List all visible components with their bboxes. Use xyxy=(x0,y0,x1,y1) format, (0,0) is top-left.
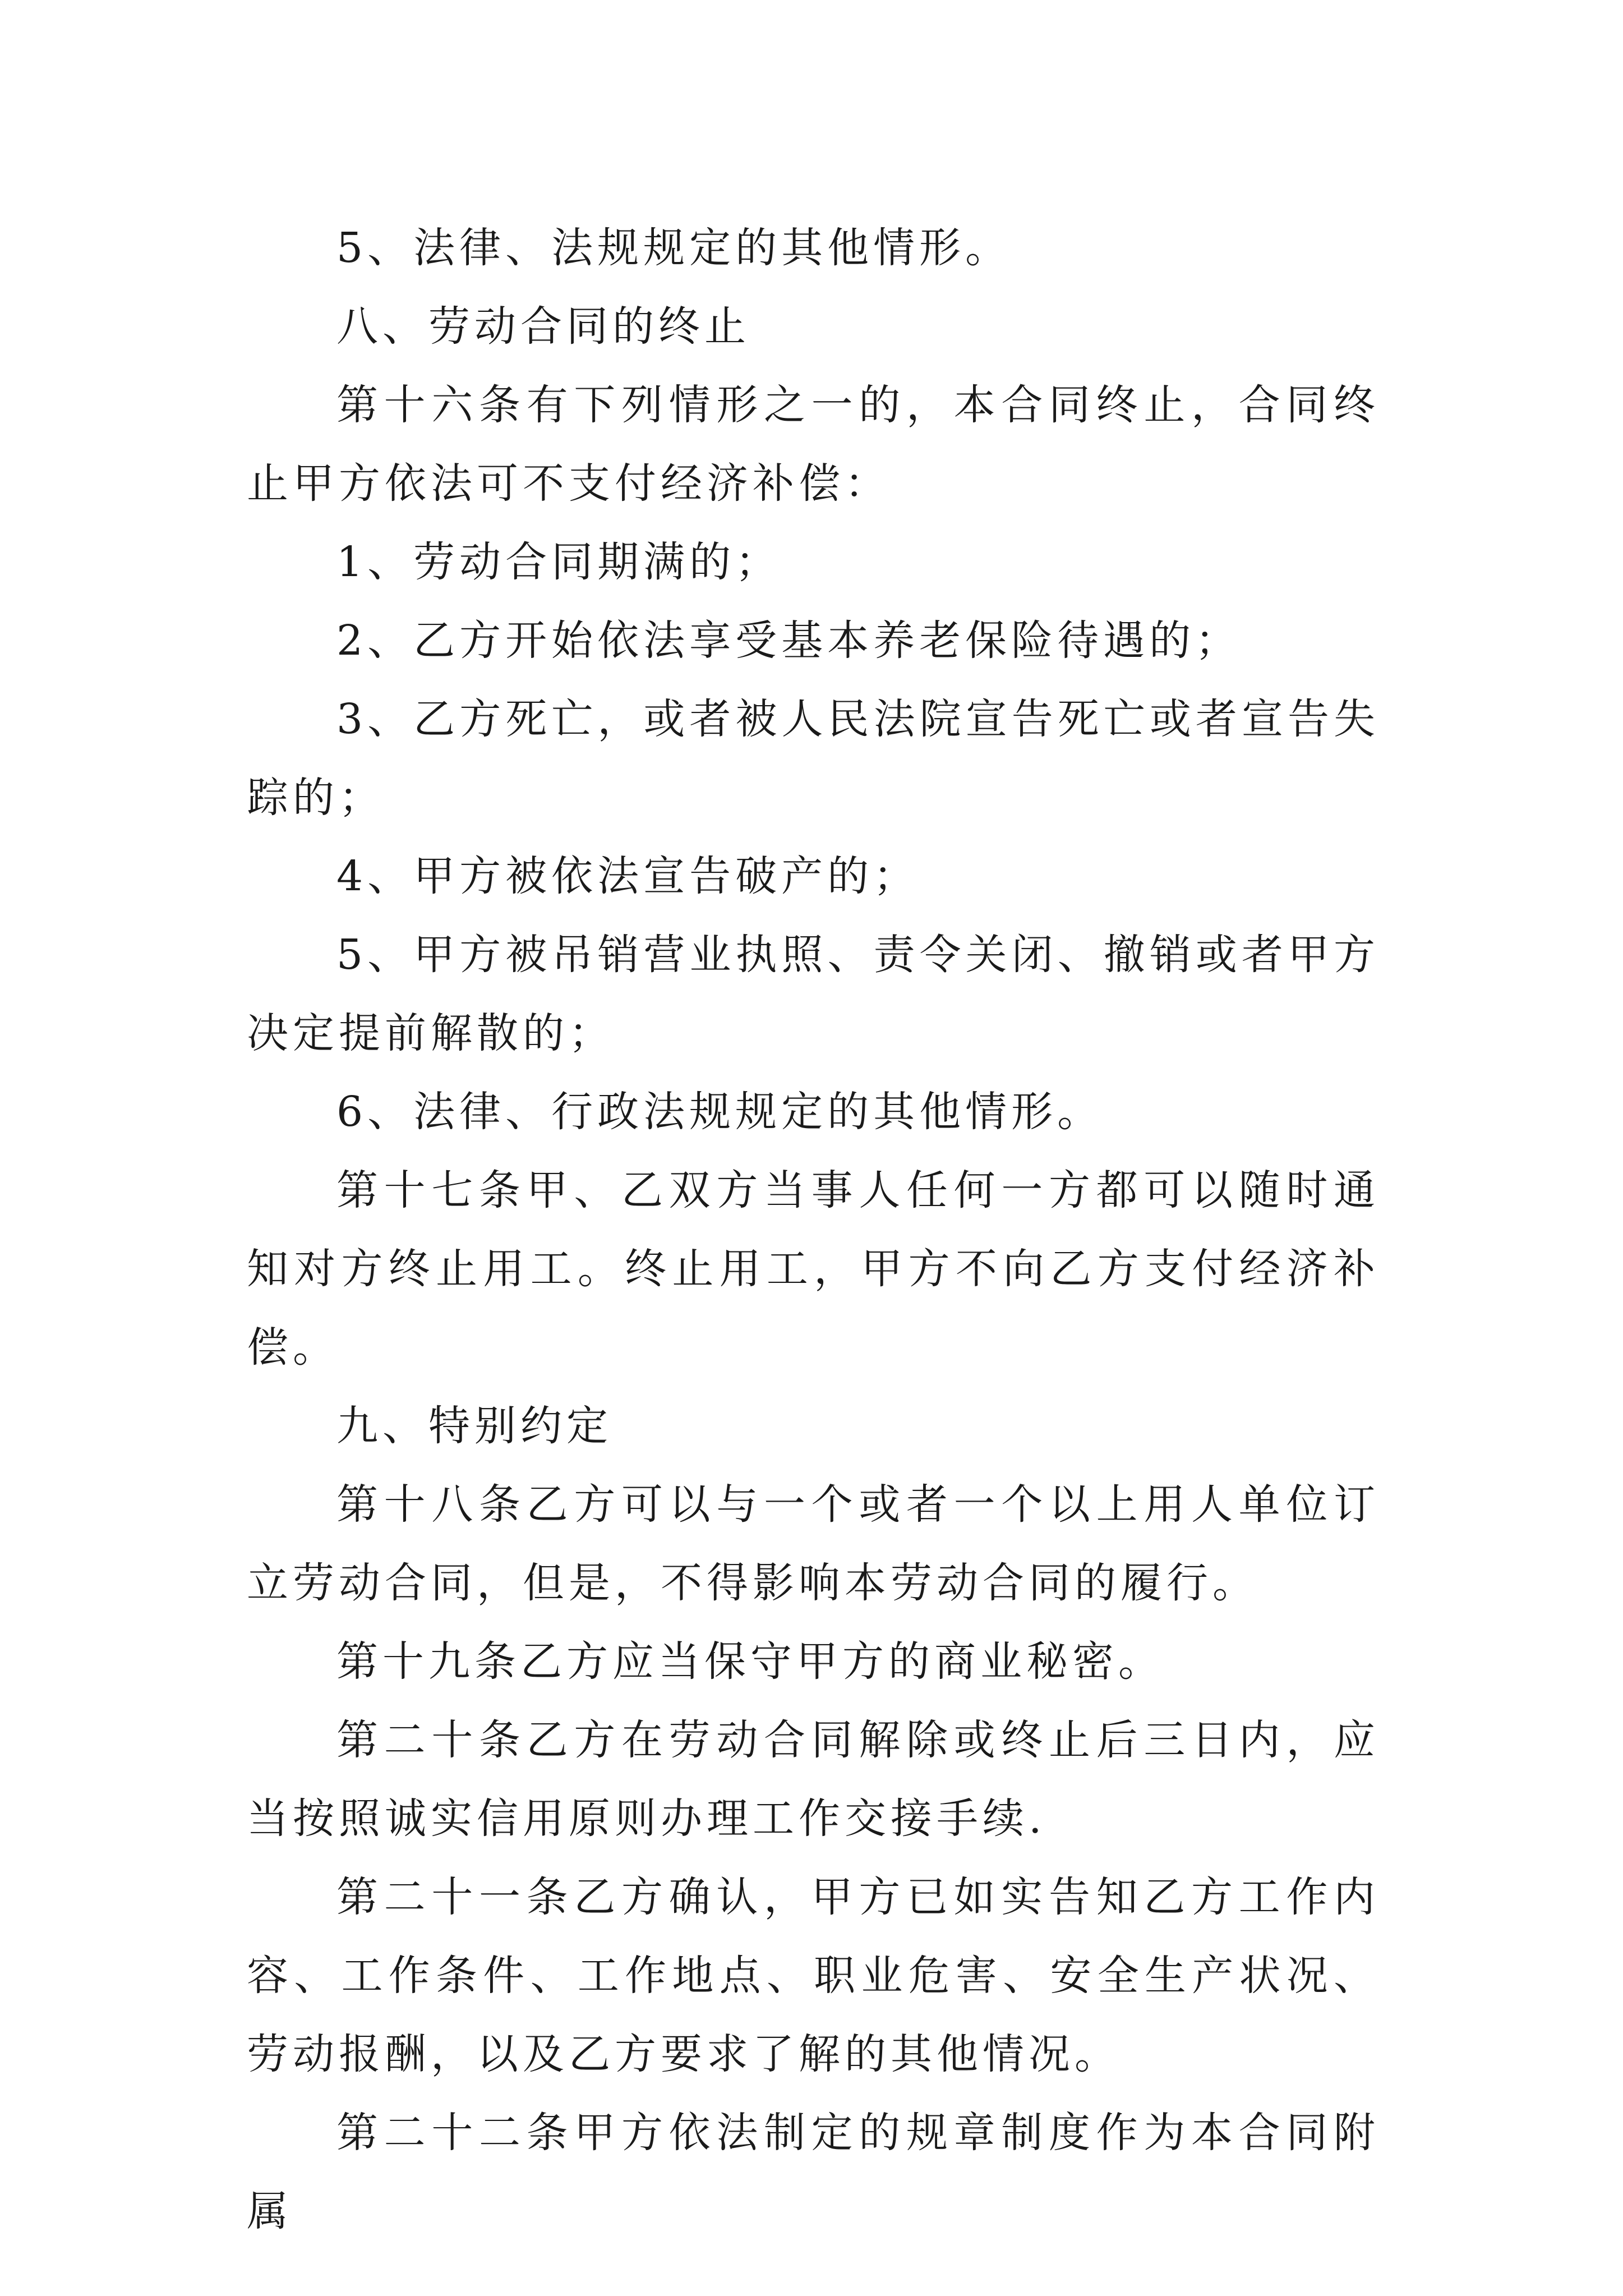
section-heading-special: 九、特别约定 xyxy=(336,1402,612,1450)
paragraph-article-17: 第十七条甲、乙双方当事人任何一方都可以随时通知对方终止用工。终止用工，甲方不向乙方支付经济补偿。 xyxy=(247,1166,1380,1372)
document-body xyxy=(247,209,1380,2251)
paragraph-article-22: 第二十二条甲方依法制定的规章制度作为本合同附属 xyxy=(247,2109,1380,2235)
paragraph-item-1: 1、劳动合同期满的； xyxy=(336,538,782,586)
paragraph-item-2: 2、乙方开始依法享受基本养老保险待遇的； xyxy=(336,616,1242,665)
paragraph-article-16: 第十六条有下列情形之一的，本合同终止，合同终止甲方依法可不支付经济补偿： xyxy=(247,381,1380,508)
paragraph-item-6: 6、法律、行政法规规定的其他情形。 xyxy=(336,1088,1104,1136)
paragraph-article-18: 第十八条乙方可以与一个或者一个以上用人单位订立劳动合同，但是，不得影响本劳动合同的履行。 xyxy=(247,1480,1380,1607)
paragraph-item-5: 5、甲方被吊销营业执照、责令关闭、撤销或者甲方决定提前解散的； xyxy=(247,931,1380,1057)
paragraph-item-3: 3、乙方死亡，或者被人民法院宣告死亡或者宣告失踪的； xyxy=(247,695,1380,822)
paragraph-article-20: 第二十条乙方在劳动合同解除或终止后三日内，应当按照诚实信用原则办理工作交接手续. xyxy=(247,1716,1380,1843)
paragraph-article-19: 第十九条乙方应当保守甲方的商业秘密。 xyxy=(336,1637,1164,1686)
paragraph-clause-5-other: 5、法律、法规规定的其他情形。 xyxy=(336,224,1012,272)
paragraph-item-4: 4、甲方被依法宣告破产的； xyxy=(336,852,920,900)
paragraph-article-21: 第二十一条乙方确认，甲方已如实告知乙方工作内容、工作条件、工作地点、职业危害、安全生产状况、劳动报酬，以及乙方要求了解的其他情况。 xyxy=(247,1873,1380,2078)
section-heading-termination: 八、劳动合同的终止 xyxy=(336,302,750,351)
